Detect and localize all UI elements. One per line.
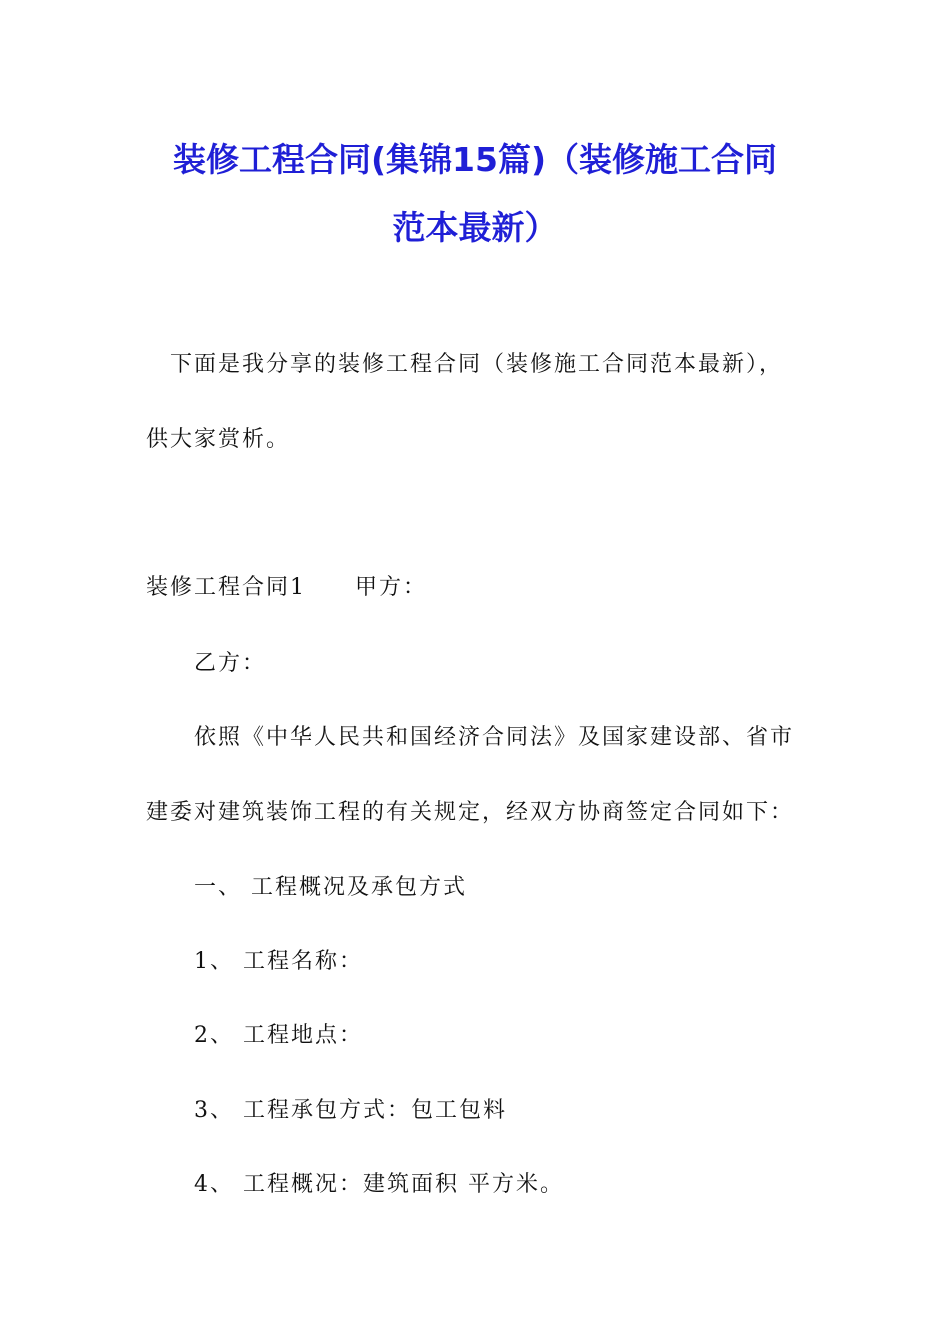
list-item: 2、 工程地点： bbox=[194, 1023, 363, 1048]
document-title-line-2: 范本最新） bbox=[392, 208, 558, 247]
basis-paragraph-line-1: 依照《中华人民共和国经济合同法》及国家建设部、省市 bbox=[194, 725, 795, 750]
list-item: 1、 工程名称： bbox=[194, 949, 363, 974]
intro-paragraph-line-1: 下面是我分享的装修工程合同（装修施工合同范本最新）， bbox=[170, 352, 784, 377]
basis-paragraph-line-2: 建委对建筑装饰工程的有关规定，经双方协商签定合同如下： bbox=[146, 800, 795, 825]
intro-paragraph-line-2: 供大家赏析。 bbox=[146, 427, 291, 452]
list-item: 4、 工程概况：建筑面积 平方米。 bbox=[194, 1172, 564, 1197]
chapter-heading: 一、 工程概况及承包方式 bbox=[194, 875, 467, 900]
party-b-label: 乙方： bbox=[194, 651, 267, 676]
section-heading: 装修工程合同1 bbox=[146, 575, 306, 600]
document-title-line-1: 装修工程合同(集锦15篇)（装修施工合同 bbox=[172, 140, 778, 179]
party-a-label: 甲方： bbox=[355, 575, 428, 600]
list-item: 3、 工程承包方式：包工包料 bbox=[194, 1098, 507, 1123]
